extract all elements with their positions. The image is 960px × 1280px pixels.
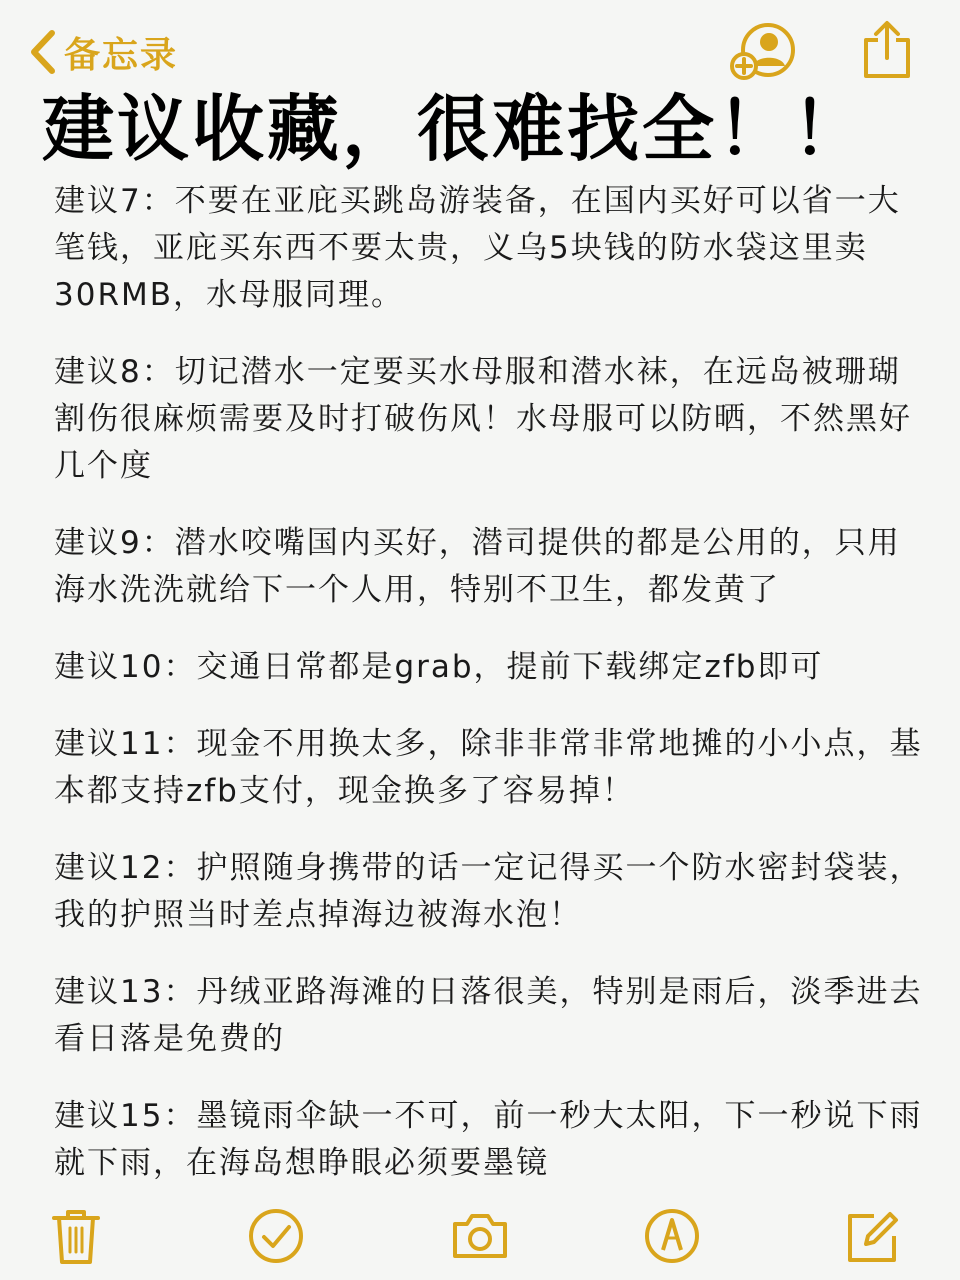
tip-item — [54, 845, 924, 939]
note-title: 建议收藏，很难找全！！ — [42, 87, 868, 171]
tip-text: 墨镜雨伞缺一不可，前一秒大太阳，下一秒说下雨就下雨，在海岛想睁眼必须要墨镜 — [54, 1098, 923, 1181]
tip-item — [54, 520, 924, 614]
tip-label: 建议8： — [54, 354, 175, 390]
back-label: 备忘录 — [64, 34, 179, 76]
markup-pen-icon[interactable] — [642, 1206, 702, 1266]
compose-icon[interactable] — [842, 1206, 902, 1266]
navigation-bar — [0, 0, 960, 90]
tip-text: 丹绒亚路海滩的日落很美，特别是雨后，淡季进去看日落是免费的 — [54, 974, 923, 1057]
tip-text: 护照随身携带的话一定记得买一个防水密封袋装，我的护照当时差点掉海边被海水泡！ — [54, 850, 923, 933]
tip-text: 不要在亚庇买跳岛游装备，在国内买好可以省一大笔钱，亚庇买东西不要太贵，义乌5块钱的防水袋这里卖30RMB，水母服同理。 — [54, 183, 901, 313]
tip-item — [54, 349, 924, 490]
tip-text: 交通日常都是grab，提前下载绑定zfb即可 — [196, 649, 824, 685]
person-add-icon[interactable] — [728, 20, 800, 84]
tip-text: 现金不用换太多，除非非常非常地摊的小小点，基本都支持zfb支付，现金换多了容易掉！ — [54, 726, 923, 809]
tip-label: 建议11： — [54, 726, 197, 762]
tip-text: 潜水咬嘴国内买好，潜司提供的都是公用的，只用海水洗洗就给下一个人用，特别不卫生，都发黄了 — [54, 525, 901, 608]
tip-label: 建议9： — [54, 525, 175, 561]
tip-label: 建议13： — [54, 974, 197, 1010]
tip-label: 建议10： — [54, 649, 197, 685]
tip-text: 切记潜水一定要买水母服和潜水袜，在远岛被珊瑚割伤很麻烦需要及时打破伤风！水母服可以防晒，不然黑好几个度 — [54, 354, 912, 484]
tip-label: 建议15： — [54, 1098, 197, 1134]
note-body[interactable] — [54, 178, 924, 1217]
bottom-toolbar — [0, 1196, 960, 1280]
tip-item — [54, 644, 924, 691]
share-icon[interactable] — [858, 18, 916, 82]
tip-label: 建议7： — [54, 183, 175, 219]
tip-item — [54, 178, 924, 319]
tip-item — [54, 1093, 924, 1187]
camera-icon[interactable] — [450, 1206, 510, 1266]
tip-label: 建议12： — [54, 850, 197, 886]
tip-item — [54, 721, 924, 815]
trash-icon[interactable] — [46, 1206, 106, 1266]
tip-item — [54, 969, 924, 1063]
chevron-left-icon — [26, 27, 60, 77]
checklist-icon[interactable] — [246, 1206, 306, 1266]
back-button[interactable] — [26, 22, 178, 82]
